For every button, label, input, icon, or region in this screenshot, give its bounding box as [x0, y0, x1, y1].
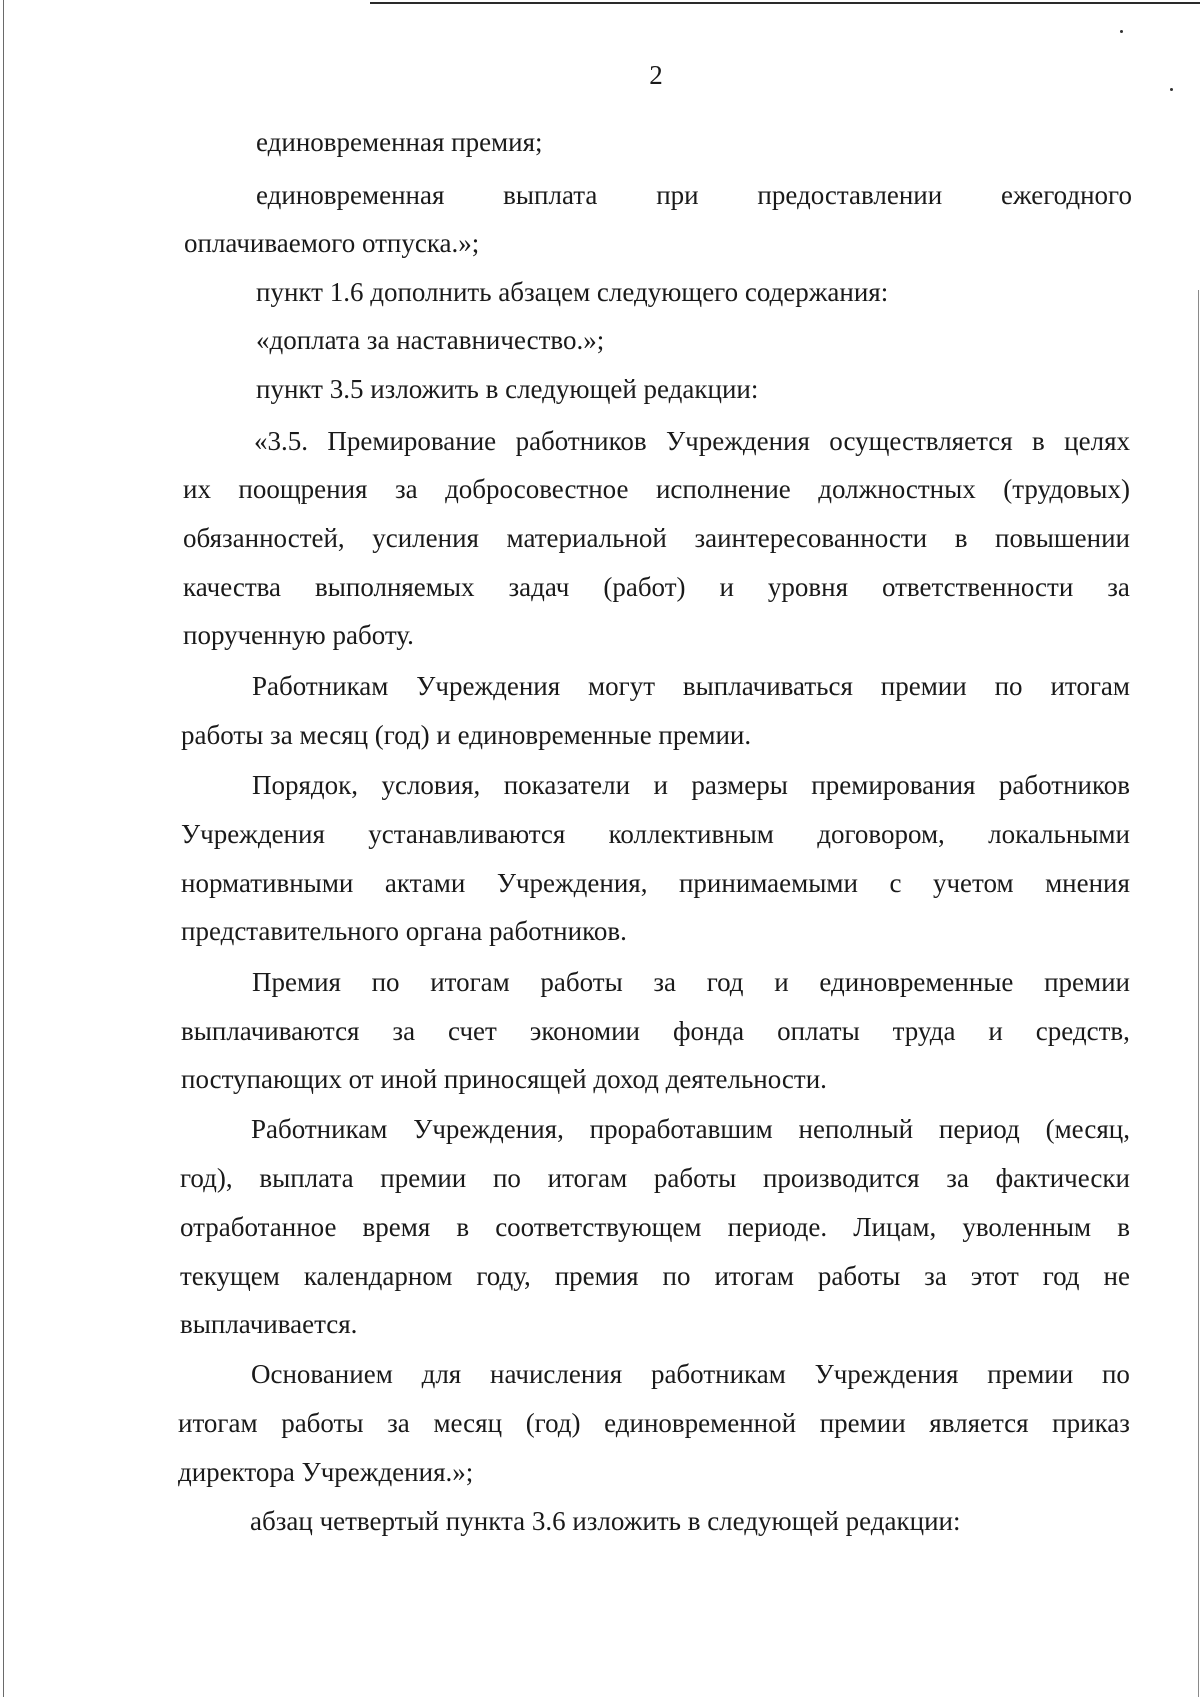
text-line — [252, 769, 1130, 801]
word: размеры — [691, 770, 788, 800]
text-line: выплачивается. — [180, 1309, 358, 1339]
text-line — [180, 1211, 1130, 1243]
word: за — [653, 967, 677, 997]
word: уволенным — [962, 1212, 1092, 1242]
word: Порядок, — [252, 770, 359, 800]
word: мнения — [1045, 868, 1130, 898]
word: по — [662, 1261, 691, 1291]
text-line — [252, 966, 1130, 998]
word: работникам — [650, 1359, 786, 1389]
word: в — [954, 523, 968, 553]
word: нормативными — [181, 868, 354, 898]
word: Премирование — [327, 426, 497, 456]
word: начисления — [490, 1359, 623, 1389]
word: «3.5. — [254, 426, 308, 456]
word: Работникам — [251, 1114, 388, 1144]
word: год — [706, 967, 744, 997]
word: целях — [1064, 426, 1130, 456]
word: коллективным — [608, 819, 774, 849]
word: должностных — [818, 474, 976, 504]
word: исполнение — [655, 474, 791, 504]
word: работы — [281, 1408, 364, 1438]
text-line: пункт 1.6 дополнить абзацем следующего содержания: — [256, 277, 889, 307]
scan-edge-right — [1198, 290, 1199, 1697]
word: учетом — [932, 868, 1014, 898]
text-line: «доплата за наставничество.»; — [256, 325, 605, 355]
word: задач — [508, 572, 570, 602]
word: отработанное — [180, 1212, 337, 1242]
word: по — [1101, 1359, 1130, 1389]
text-line — [183, 522, 1130, 554]
word: в — [1117, 1212, 1130, 1242]
word: является — [929, 1408, 1029, 1438]
text-line — [254, 425, 1130, 457]
word: работников — [515, 426, 647, 456]
word: итогам — [1050, 671, 1130, 701]
word: работы — [817, 1261, 901, 1291]
text-line — [183, 473, 1130, 505]
word: единовременной — [604, 1408, 797, 1438]
text-line: представительного органа работников. — [181, 916, 627, 946]
word: итогам — [547, 1163, 628, 1193]
word: устанавливаются — [368, 819, 566, 849]
text-line: поступающих от иной приносящей доход деятельности. — [181, 1064, 827, 1094]
word: фактически — [995, 1163, 1130, 1193]
word: период — [938, 1114, 1020, 1144]
word: за — [387, 1408, 410, 1438]
word: для — [421, 1359, 462, 1389]
word: работников — [998, 770, 1130, 800]
text-line — [181, 1015, 1130, 1047]
word: ответственности — [881, 572, 1074, 602]
text-line: абзац четвертый пункта 3.6 изложить в следующей редакции: — [250, 1506, 961, 1536]
word: неполный — [798, 1114, 914, 1144]
word: договором, — [817, 819, 945, 849]
word: и — [774, 967, 789, 997]
word: год), — [180, 1163, 233, 1193]
word: не — [1103, 1261, 1130, 1291]
word: принимаемыми — [678, 868, 858, 898]
word: время — [362, 1212, 431, 1242]
word: при — [656, 180, 699, 210]
word: премии — [1044, 967, 1130, 997]
text-line: порученную работу. — [183, 620, 414, 650]
word: премии — [819, 1408, 906, 1438]
word: материальной — [506, 523, 667, 553]
word: усиления — [372, 523, 479, 553]
word: обязанностей, — [183, 523, 345, 553]
word: премирования — [811, 770, 976, 800]
word: добросовестное — [445, 474, 629, 504]
word: актами — [384, 868, 466, 898]
word: за — [1107, 572, 1130, 602]
text-line — [251, 1113, 1130, 1145]
word: фонда — [672, 1016, 745, 1046]
word: по — [994, 671, 1023, 701]
word: и — [719, 572, 734, 602]
word: локальными — [988, 819, 1130, 849]
word: Лицам, — [853, 1212, 937, 1242]
scan-edge-left — [3, 0, 4, 1697]
text-line — [256, 179, 1132, 211]
word: (месяц, — [1045, 1114, 1130, 1144]
word: Учреждения, — [496, 868, 648, 898]
word: с — [889, 868, 902, 898]
word: средств, — [1035, 1016, 1130, 1046]
word: показатели — [503, 770, 631, 800]
word: в — [456, 1212, 470, 1242]
word: соответствующем — [495, 1212, 702, 1242]
word: по — [371, 967, 400, 997]
word: календарном — [303, 1261, 453, 1291]
word: могут — [588, 671, 656, 701]
word: работы — [653, 1163, 737, 1193]
word: поощрения — [238, 474, 368, 504]
word: Премия — [252, 967, 341, 997]
word: премии — [880, 671, 967, 701]
word: текущем — [180, 1261, 280, 1291]
text-line: пункт 3.5 изложить в следующей редакции: — [256, 374, 759, 404]
text-line — [252, 670, 1130, 702]
text-line — [178, 1407, 1130, 1439]
word: единовременные — [819, 967, 1014, 997]
word: предоставлении — [757, 180, 943, 210]
word: год — [1042, 1261, 1080, 1291]
word: (год) — [525, 1408, 581, 1438]
text-line — [251, 1358, 1130, 1390]
word: месяц — [433, 1408, 503, 1438]
word: и — [653, 770, 668, 800]
word: году, — [476, 1261, 531, 1291]
word: премии — [380, 1163, 467, 1193]
text-line — [180, 1260, 1130, 1292]
word: этот — [970, 1261, 1019, 1291]
word: повышении — [995, 523, 1130, 553]
word: премии — [987, 1359, 1074, 1389]
word: осуществляется — [829, 426, 1013, 456]
word: производится — [762, 1163, 920, 1193]
word: уровня — [767, 572, 849, 602]
word: Работникам — [252, 671, 389, 701]
word: экономии — [529, 1016, 641, 1046]
word: итогам — [430, 967, 510, 997]
word: за — [394, 474, 418, 504]
word: за — [392, 1016, 416, 1046]
word: приказ — [1052, 1408, 1130, 1438]
word: Учреждения — [181, 819, 325, 849]
word: периоде. — [727, 1212, 828, 1242]
text-line: работы за месяц (год) и единовременные премии. — [181, 720, 752, 750]
word: выполняемых — [314, 572, 475, 602]
text-line: оплачиваемого отпуска.»; — [184, 228, 480, 258]
text-line: директора Учреждения.»; — [178, 1457, 474, 1487]
word: качества — [183, 572, 282, 602]
word: (работ) — [603, 572, 686, 602]
word: их — [183, 474, 211, 504]
word: заинтересованности — [694, 523, 928, 553]
text-line — [183, 571, 1130, 603]
text-line — [181, 818, 1130, 850]
word: выплачиваться — [682, 671, 853, 701]
word: Учреждения — [814, 1359, 959, 1389]
word: оплаты — [777, 1016, 860, 1046]
text-line: единовременная премия; — [256, 127, 543, 157]
word: Основанием — [251, 1359, 393, 1389]
word: за — [946, 1163, 969, 1193]
word: работы — [540, 967, 623, 997]
word: Учреждения — [416, 671, 561, 701]
word: ежегодного — [1000, 180, 1132, 210]
text-line — [180, 1162, 1130, 1194]
scan-speck — [1120, 30, 1123, 33]
page-number: 2 — [649, 60, 663, 90]
word: итогам — [178, 1408, 258, 1438]
scan-edge-top — [370, 2, 1200, 4]
word: Учреждения, — [413, 1114, 564, 1144]
word: выплачиваются — [181, 1016, 360, 1046]
word: условия, — [381, 770, 481, 800]
text-line — [181, 867, 1130, 899]
word: единовременная — [256, 180, 445, 210]
word: и — [988, 1016, 1003, 1046]
word: выплата — [503, 180, 598, 210]
word: (трудовых) — [1003, 474, 1130, 504]
word: счет — [448, 1016, 497, 1046]
word: выплата — [259, 1163, 354, 1193]
word: по — [492, 1163, 521, 1193]
word: проработавшим — [589, 1114, 773, 1144]
word: премия — [554, 1261, 639, 1291]
word: в — [1032, 426, 1045, 456]
word: итогам — [714, 1261, 794, 1291]
word: труда — [892, 1016, 956, 1046]
word: Учреждения — [666, 426, 810, 456]
word: за — [924, 1261, 947, 1291]
